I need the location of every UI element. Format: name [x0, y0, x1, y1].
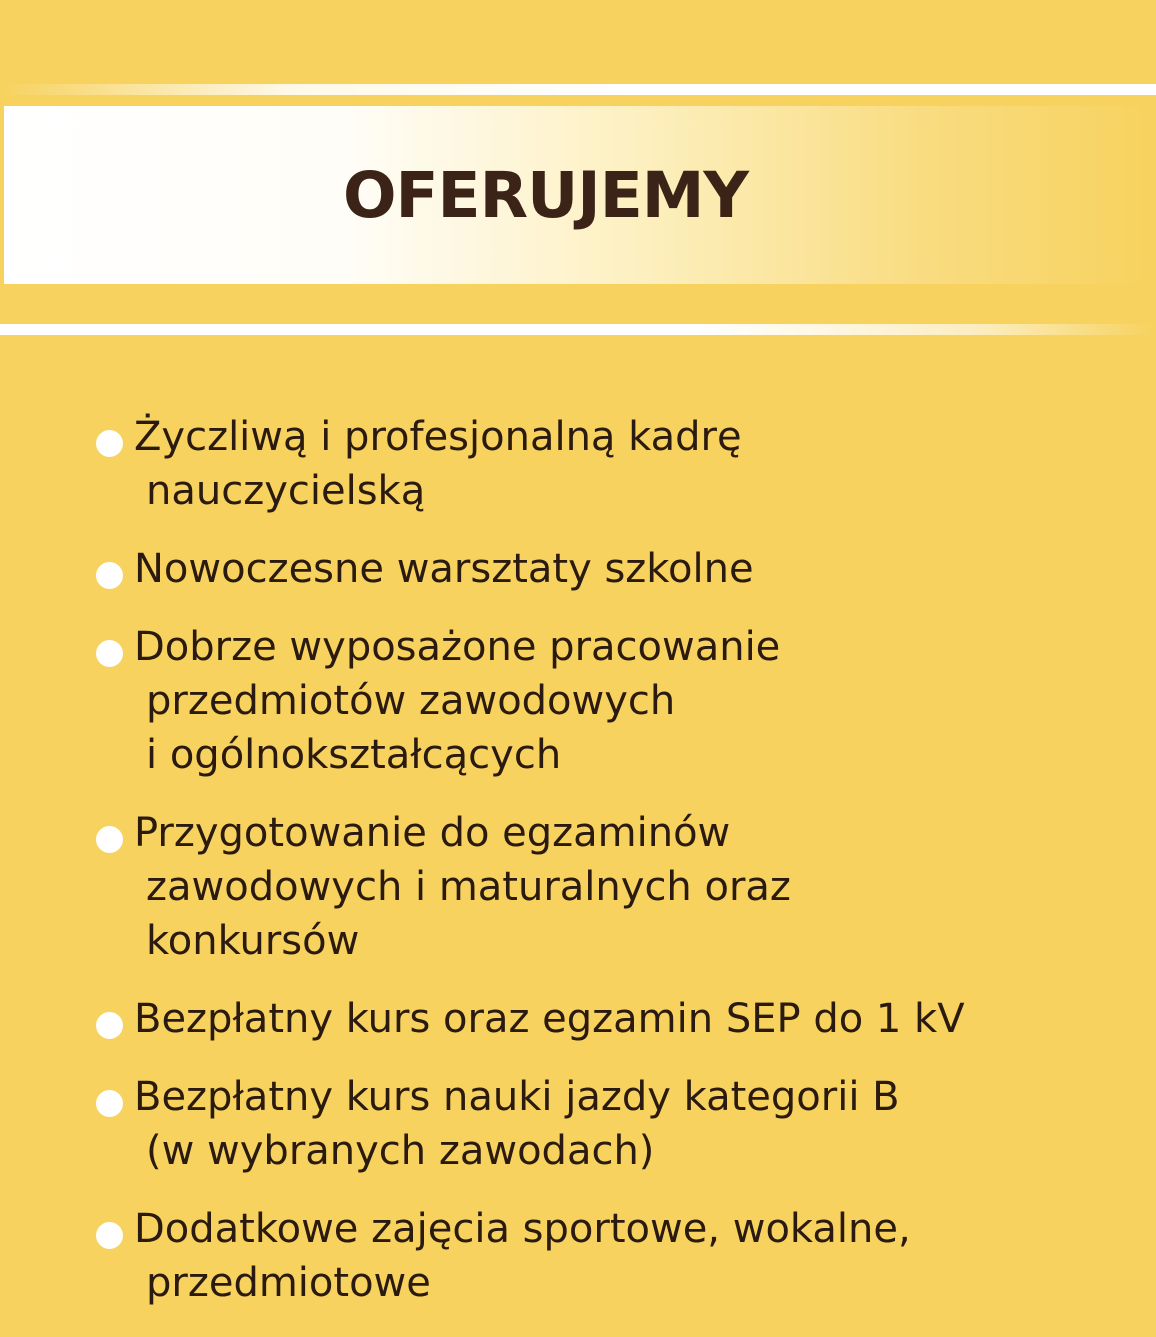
bottom-divider — [0, 324, 1156, 335]
offer-item — [96, 806, 1136, 968]
offer-item — [96, 620, 1136, 782]
offer-line: konkursów — [146, 918, 360, 964]
page-title: OFERUJEMY — [342, 159, 749, 232]
offer-line: Dobrze wyposażone pracowanie — [134, 624, 781, 670]
offer-line: nauczycielską — [146, 468, 426, 514]
offer-line: Bezpłatny kurs nauki jazdy kategorii B — [134, 1074, 900, 1120]
offer-line: Nowoczesne warsztaty szkolne — [134, 546, 754, 592]
offer-item — [96, 542, 1136, 596]
bullet-icon — [96, 562, 123, 589]
bullet-icon — [96, 826, 123, 853]
offer-line: (w wybranych zawodach) — [146, 1128, 655, 1174]
offer-item — [96, 410, 1136, 518]
offer-line: przedmiotowe — [146, 1260, 431, 1306]
bullet-icon — [96, 1222, 123, 1249]
top-divider — [0, 84, 1156, 95]
bullet-icon — [96, 430, 123, 457]
offer-item — [96, 1202, 1136, 1310]
offer-line: Przygotowanie do egzaminów — [134, 810, 731, 856]
bullet-icon — [96, 1012, 123, 1039]
offer-line: Życzliwą i profesjonalną kadrę — [134, 414, 742, 460]
offer-line: Dodatkowe zajęcia sportowe, wokalne, — [134, 1206, 911, 1252]
offer-item — [96, 992, 1136, 1046]
offer-line: i ogólnokształcących — [146, 732, 562, 778]
bullet-icon — [96, 640, 123, 667]
offer-line: zawodowych i maturalnych oraz — [146, 864, 791, 910]
bullet-icon — [96, 1090, 123, 1117]
offer-list — [96, 410, 1136, 1334]
offer-item — [96, 1070, 1136, 1178]
offer-line: przedmiotów zawodowych — [146, 678, 676, 724]
offer-line: Bezpłatny kurs oraz egzamin SEP do 1 kV — [134, 996, 965, 1042]
